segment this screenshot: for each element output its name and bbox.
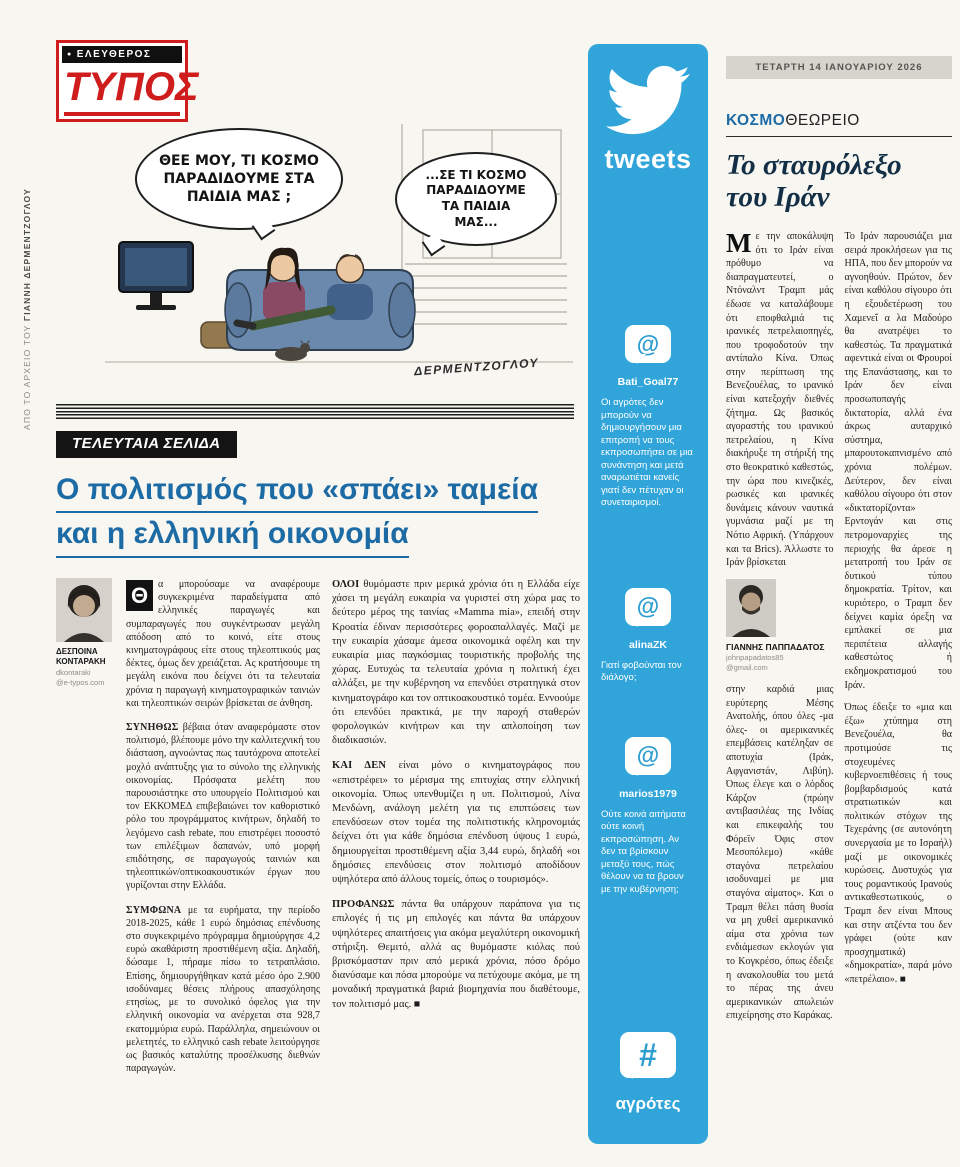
tweets-panel bbox=[588, 44, 708, 1144]
section-title-light: ΘΕΩΡΕΙΟ bbox=[785, 112, 860, 129]
author-domain: @e-typos.com bbox=[56, 677, 105, 687]
paragraph-lead: ΠΡΟΦΑΝΩΣ bbox=[332, 899, 395, 911]
at-symbol: @ bbox=[636, 593, 660, 619]
author-username: dkontaraki bbox=[56, 667, 91, 677]
article-paragraph bbox=[845, 230, 953, 692]
opinion-section-title bbox=[726, 112, 952, 137]
tweet-item bbox=[588, 325, 708, 510]
hashtag-label: αγρότες bbox=[615, 1094, 681, 1113]
section-title-strong: ΚΟΣΜΟ bbox=[726, 112, 786, 129]
tweet-item bbox=[588, 588, 708, 685]
paragraph-text: Το Ιράν παρουσιάζει μια σειρά προκλήσεων για τις ΗΠΑ, που δεν μπορούν να αγνοηθούν. Πρώτον, δεν είναι καθόλου σίγουρο ότι η εξουδετέρωση του Χαμενεΐ α λα Μαδούρο θα ανατρέψει το καθεστώς. Τα πραγματικά αφεντικά είναι οι Φρουροί της Επανάστασης, και το Ιράν δεν είναι προσωποπαγής δικτατορία, αλλά ένα άκρως αυταρχικό σύστημα, μπαρουτοκαπνισμένο από χρόνια πολέμων. Δεύτερον, δεν είναι καθόλου σίγουρο ότι στον «δικτατορίζοντα» Ερντογάν και στις πετρομοναρχίες της περιοχής θα άρεσε η μετατροπή του Ιράν σε δυτικού τύπου δημοκρατία. Τρίτον, και κυριότερο, ο Τραμπ δεν δείχνει καμία όρεξη να εμπλακεί σε μια περιπέτεια αλλαγής καθεστώτος ή εκδημοκρατισμού του Ιράν. bbox=[844, 230, 952, 691]
author-block bbox=[56, 578, 114, 1138]
tweet-text: Γιατί φοβούνται τον διάλογο; bbox=[601, 659, 682, 683]
opinion-column bbox=[726, 56, 952, 1135]
at-icon bbox=[625, 588, 671, 626]
date-bar: ΤΕΤΑΡΤΗ 14 ΙΑΝΟΥΑΡΙΟΥ 2026 bbox=[726, 56, 952, 79]
columnist-username: johnpapadatos85 bbox=[726, 652, 784, 662]
at-icon bbox=[625, 325, 671, 363]
at-symbol: @ bbox=[636, 330, 660, 357]
article-paragraph bbox=[726, 683, 834, 1023]
paragraph-lead: ΣΥΝΗΘΩΣ bbox=[126, 722, 179, 734]
columnist-domain: @gmail.com bbox=[726, 662, 768, 672]
paragraph-lead: ΚΑΙ ΔΕΝ bbox=[332, 760, 387, 772]
author-photo bbox=[56, 578, 112, 642]
dropcap: Θ bbox=[126, 580, 153, 611]
paragraph-text: βέβαια όταν αναφερόμαστε στον πολιτισμό, βλέπουμε μόνο την καλλιτεχνική του διάσταση, αγνοώντας πως ταυτόχρονα αποτελεί μοχλό ανάπτυξης για το σύνολο της ελληνικής οικονομίας. Πρόσφατα μελέτη που παρουσιάστηκε στο υπουργείο Πολιτισμού και τον ΕΚΚΟΜΕΔ επιβεβαιώνει τον καθοριστικό ρόλο του προγράμματος κινήτρων, δηλαδή το λεγόμενο cash rebate, που επιστρέφει ποσοστό των επιλέξιμων δαπανών, υπό μορφή επιδότησης, σε παραγωγούς ταινιών και τηλεοπτικών/οπτικοακουστικών έργων που γυρίζονται στην Ελλάδα. bbox=[126, 722, 320, 892]
headline-line-2: και η ελληνική οικονομία bbox=[56, 518, 409, 557]
article-paragraph bbox=[845, 701, 953, 986]
dropcap: Μ bbox=[726, 229, 752, 258]
article-column-1 bbox=[126, 578, 320, 1138]
cartoonist-signature: ΔΕΡΜΕΝΤΖΟΓΛΟΥ bbox=[413, 355, 540, 379]
cartoon-woman bbox=[263, 248, 305, 322]
logo-kicker-text: ΕΛΕΥΘΕΡΟΣ bbox=[76, 49, 152, 60]
article-paragraph bbox=[332, 898, 580, 1012]
logo-title: ΤΥΠΟΣ bbox=[64, 64, 180, 116]
opinion-column-b bbox=[845, 230, 953, 1135]
tweets-title: tweets bbox=[604, 144, 692, 174]
article-paragraph bbox=[126, 721, 320, 893]
paragraph-text: α μπορούσαμε να αναφέρουμε συγκεκριμένα παραδείγματα από ελληνικές παραγωγές και συμπαραγωγές που συγκέντρωσαν μεγάλη απόδοση από το κοινό, είτε στους κινηματογράφους είτε στους τηλεοπτικούς μας δέκτες, όμως δεν χρειάζεται. Ας κρατήσουμε τη μεγάλη εικόνα που δείχνει ότι τα τελευταία χρόνια η παραγωγή κινηματογραφικών ταινιών και τηλεοπτικών σειρών βρίσκεται σε άνθηση. bbox=[126, 579, 320, 709]
hashtag-block bbox=[616, 1032, 681, 1114]
opinion-column-a bbox=[726, 230, 834, 1135]
tweet-handle: Bati_Goal77 bbox=[617, 376, 679, 388]
article-paragraph bbox=[332, 759, 580, 887]
divider-lines bbox=[56, 404, 574, 420]
archive-credit-prefix: ΑΠΟ ΤΟ ΑΡΧΕΙΟ ΤΟΥ bbox=[22, 321, 32, 430]
at-symbol: @ bbox=[636, 742, 660, 768]
article-paragraph bbox=[726, 230, 834, 570]
tweet-handle: marios1979 bbox=[619, 787, 677, 800]
paragraph-lead: ΣΥΜΦΩΝΑ bbox=[126, 904, 182, 916]
speech-bubble-left: ΘΕΕ ΜΟΥ, ΤΙ ΚΟΣΜΟ ΠΑΡΑΔΙΔΟΥΜΕ ΣΤΑ ΠΑΙΔΙΑ ΜΑΣ ; bbox=[135, 128, 343, 230]
tweet-text: Οι αγρότες δεν μπορούν να δημιουργήσουν μια επιτροπή να τους εκπροσωπήσει σε μια συνάντηση και μετά αναρωτιέται κανείς γιατί δεν πέτυχαν οι συνεταιρισμοί. bbox=[601, 397, 693, 508]
twitter-bird-icon bbox=[602, 58, 694, 142]
columnist-name: ΓΙΑΝΝΗΣ ΠΑΠΠΑΔΑΤΟΣ bbox=[726, 641, 825, 652]
article-paragraph bbox=[126, 578, 320, 710]
paragraph-text: είναι μόνο ο κινηματογράφος που «επιστρέφει» το μέρισμα της επιτυχίας στην ελληνική οικονομία. Όπως υπενθυμίζει η υπ. Πολιτισμού, Λίνα Μενδώνη, ανάλογη μελέτη για τις επιπτώσεις των επενδύσεων στον τομέα της πολιτιστικής κληρονομιάς δείχνει ότι για κάθε δημόσια επένδυση ύψους 1 ευρώ, δημιουργείται προστιθέμενη αξία 3,44 ευρώ, δηλαδή «οι δημόσιες επενδύσεις στον πολιτισμό αποδίδουν υψηλότερα από άλλους τομείς, όπως ο τουρισμός». bbox=[332, 760, 580, 886]
editorial-cartoon bbox=[105, 124, 573, 398]
paragraph-lead: ΟΛΟΙ bbox=[332, 579, 360, 590]
opinion-title bbox=[726, 149, 952, 214]
archive-credit-name: ΓΙΑΝΝΗ ΔΕΡΜΕΝΤΖΟΓΛΟΥ bbox=[22, 188, 32, 322]
tweet-item bbox=[588, 737, 708, 897]
paragraph-text: πάντα θα υπάρχουν παράπονα για τις επιλογές ή τις μη επιλογές και πάντα θα υπάρχουν υψηλότερες απαιτήσεις για ακόμα μεγαλύτερη οικονομική στήριξη. Θεμιτό, αλλά ας θυμόμαστε κιόλας πού βρισκόμασταν πριν από μερικά χρόνια, πόσο δρόμο διανύσαμε και πόσα μπορούμε να πετύχουμε ακόμα, με τη μοναδική πραγματικά βαριά βιομηχανία που διαθέτουμε, τον πολιτισμό μας. ■ bbox=[332, 899, 580, 1010]
opinion-title-line-2: του Ιράν bbox=[726, 181, 830, 214]
main-article bbox=[56, 578, 580, 1138]
section-label: ΤΕΛΕΥΤΑΙΑ ΣΕΛΙΔΑ bbox=[56, 431, 237, 458]
newspaper-logo bbox=[56, 40, 199, 122]
headline-line-1: Ο πολιτισμός που «σπάει» ταμεία bbox=[56, 474, 538, 513]
logo-dot-icon: ● bbox=[67, 51, 73, 58]
paragraph-text: θυμόμαστε πριν μερικά χρόνια ότι η Ελλάδα είχε χάσει τη μεγάλη ευκαιρία να γυριστεί στη χώρα μας το δεύτερο μέρος της ταινίας «Mamma mia», επειδή στην Κροατία έδιναν περισσότερες φοροαπαλλαγές. Μαζί με την ευκαιρία χάσαμε άμεσα οικονομικά οφέλη και την ευκαιρία μιας παγκόσμιας τουριστικής προβολής της χώρας. Ευτυχώς τα τελευταία χρόνια η πολιτική έχει αλλάξει, με την κυβέρνηση να επενδύει στρατηγικά στον κινηματογράφο και τον οπτικοακουστικό τομέα. Εννοούμε ότι επενδύει πρακτικά, με την παροχή σταθερών φορολογικών κινήτρων και την απλοποίηση των διαδικασιών. bbox=[332, 579, 580, 747]
article-column-2 bbox=[332, 578, 580, 1138]
tweet-handle: alinaZK bbox=[629, 638, 667, 651]
opinion-body bbox=[726, 230, 952, 1135]
archive-credit bbox=[22, 130, 32, 430]
tv-icon bbox=[119, 242, 193, 310]
hash-symbol: # bbox=[639, 1036, 657, 1073]
opinion-title-line-1: Το σταυρόλεξο bbox=[726, 149, 902, 181]
author-name: ΔΕΣΠΟΙΝΑ ΚΟΝΤΑΡΑΚΗ bbox=[56, 647, 106, 667]
columnist-block bbox=[726, 579, 834, 673]
speech-bubble-right: ...ΣΕ ΤΙ ΚΟΣΜΟ ΠΑΡΑΔΙΔΟΥΜΕ ΤΑ ΠΑΙΔΙΑ ΜΑΣ... bbox=[395, 152, 557, 246]
paragraph-text: ε την αποκάλυψη ότι το Ιράν είναι πρόθυμο να διαπραγματευτεί, ο Ντόναλντ Τραμπ μάς έδωσε να καταλάβουμε ότι εποφθαλμιά τις ιρανικές πετρελαιοπηγές, που τροφοδοτούν την αντίπαλο Κίνα. Όπως στην περίπτωση της Βενεζουέλας, το ιρανικό είναι κατεξοχήν διεθνές ζήτημα. Ως βασικός αγοραστής του ιρανικού πετρελαίου, η Κίνα διακήρυξε τη στήριξή της στο θεοκρατικό καθεστώς, την ώρα που κινεζικές, ρωσικές και ιρανικές δυνάμεις κάνουν ναυτικά γυμνάσια μαζί με τη Νότιο Αφρική. (Υπάρχουν και τα Brics). Άλλωστε το Ιράν βρίσκεται bbox=[726, 230, 834, 569]
main-headline bbox=[56, 474, 584, 563]
logo-kicker bbox=[62, 46, 182, 63]
paragraph-text: στην καρδιά μιας ευρύτερης Μέσης Ανατολής, όπου όλες -μα όλες- οι αμερικανικές επεμβάσεις κατέληξαν σε αποτυχία (Ιράκ, Αφγανιστάν, Λιβύη). Όπως έλεγε και ο λόρδος Κάρζον (πρώην αντιβασιλέας της Ινδίας και επικεφαλής του Φόρεϊν Όφις στον Μεσοπόλεμο) «κάθε σταγόνα πετρελαίου ισοδυναμεί με μια σταγόνα αίματος». Και ο Τραμπ θέλει πάση θυσία να μη χυθεί αμερικανικό αίμα στα χρόνια των ενδιάμεσων εκλογών για το Κογκρέσο, όπως έδειξε η ανακολουθία του μετά το πέρας της άνευ αμερικανικών απωλειών επιχείρησης στο Καράκας. bbox=[726, 684, 834, 1022]
at-icon bbox=[625, 737, 671, 775]
paragraph-text: με τα ευρήματα, την περίοδο 2018-2025, κάθε 1 ευρώ δημόσιας επένδυσης στο συγκεκριμένο πρόγραμμα δημιούργησε 4,2 ευρώ ακαθάριστη προστιθέμενη αξία. Δηλαδή, δώσαμε 1, πήραμε πίσω το τετραπλάσιο. Επίσης, δημιουργήθηκαν κατά μέσο όρο 2.900 ισοδύναμες θέσεις πλήρους απασχόλησης ετησίως, με το συνολικό όφελος για την ελληνική οικονομία να ανέρχεται στα 928,7 εκατομμύρια ευρώ. Παράλληλα, σημειώνουν οι μελετητές, το ελληνικό cash rebate λειτούργησε ως βασικός καταλύτης προσέλκυσης διεθνών παραγωγών. bbox=[126, 904, 320, 1075]
columnist-photo bbox=[726, 579, 776, 637]
hashtag-icon bbox=[620, 1032, 676, 1078]
article-paragraph bbox=[126, 904, 320, 1076]
article-paragraph bbox=[332, 578, 580, 748]
paragraph-text: Όπως έδειξε το «μια και έξω» χτύπημα στη Βενεζουέλα, θα προτιμούσε τις στοχευμένες κυβερνοεπιθέσεις ή τους βομβαρδισμούς κατά στρατιωτικών και πολιτικών στόχων της Τεχεράνης (σε αυτονόητη συνεργασία με το Ισραήλ) μαζί με οικονομικές κυρώσεις. Δυστυχώς για τους ρομαντικούς Ιρανούς αντικαθεστωτικούς, ο Τραμπ δεν είναι Μπους και στην ατζέντα του δεν γράφει (ούτε καν προσχηματικά) «δημοκρατία», παρά μόνο «πετρέλαιο». ■ bbox=[844, 702, 952, 985]
tweet-text: Ούτε κοινά αιτήματα ούτε κοινή εκπροσώπηση. Αν δεν τα βρίσκουν μεταξύ τους, πώς θέλουν να τα βρουν με την κυβέρνηση; bbox=[601, 808, 686, 895]
